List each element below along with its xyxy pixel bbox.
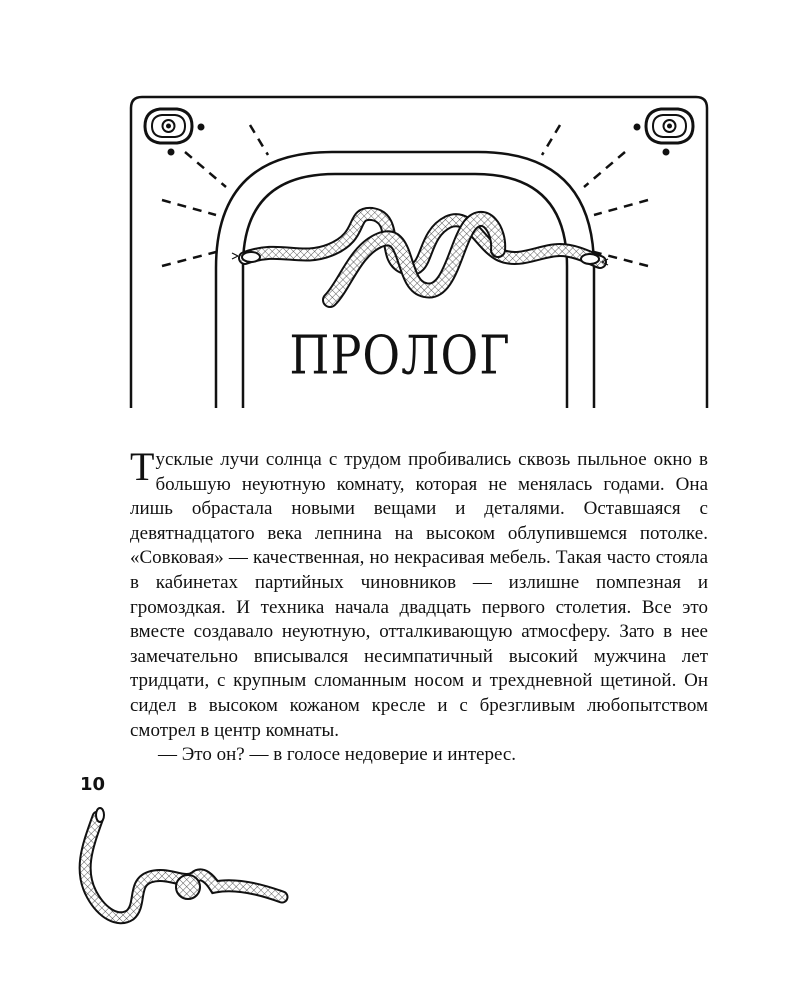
left-sun-rays [162, 125, 268, 266]
intertwined-snakes-illustration [232, 214, 608, 300]
eye-ornament-right-icon [634, 109, 694, 156]
page-number: 10 [80, 774, 106, 795]
opening-paragraph [130, 444, 708, 743]
dialogue-paragraph: — Это он? — в голосе недоверие и интерес. [158, 744, 517, 766]
chapter-title: ПРОЛОГ [289, 323, 511, 387]
chapter-body-text [130, 444, 708, 768]
eye-ornament-left-icon [145, 109, 205, 156]
drop-cap-letter: Т [130, 444, 155, 489]
paragraph-1-text: усклые лучи солнца с трудом пробивались сквозь пыльное окно в большую неуютную комнату, которая не менялась годами. Она лишь обрастала новыми вещами и деталями. Оставшаяся с девятнадцатого века лепнина на высоком облупившемся потолке. «Совковая» — качественная, но некрасивая мебель. Такая часто стояла в кабинетах партийных чиновников — излишне помпезная и громоздкая. И техника начала двадцать первого столетия. Все это вместе создавало неуютную, отталкивающую атмосферу. Зато в нее замечательно вписывался несимпатичный высокий мужчина лет тридцати, с крупным сломанным носом и трехдневной щетиной. Он сидел в высоком кожаном кресле и с брезгливым любопытством смотрел в центр комнаты. [130, 449, 708, 741]
corner-snake-illustration [70, 805, 300, 945]
